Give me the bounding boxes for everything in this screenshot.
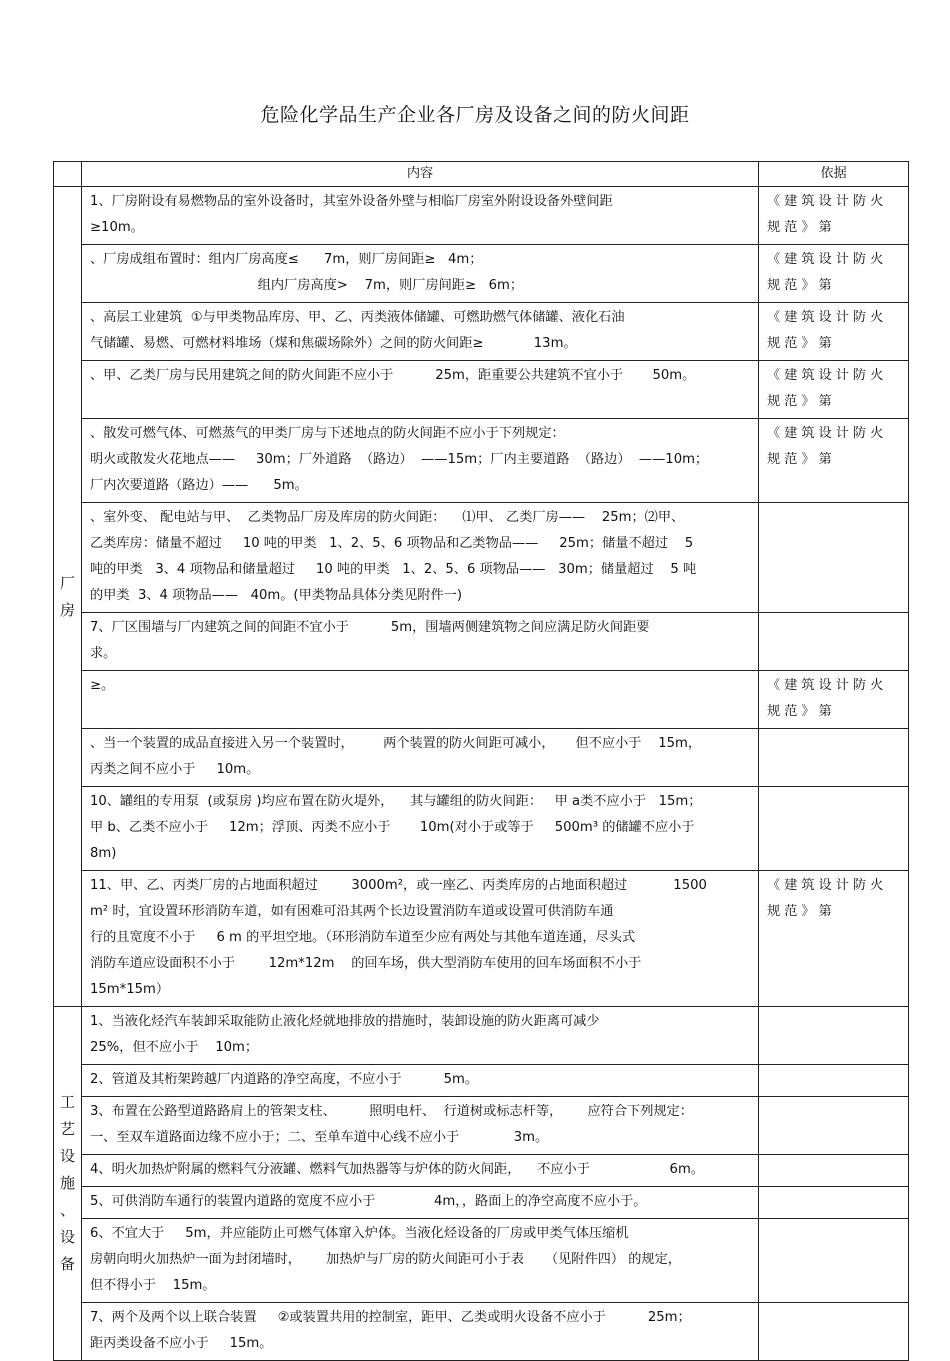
table-row xyxy=(54,671,909,729)
content-cell xyxy=(82,1097,759,1155)
content-line: ≥。 xyxy=(90,678,115,693)
spacing-table xyxy=(53,161,909,1361)
header-content: 内容 xyxy=(82,162,759,187)
basis-line: 《建筑设计防火 xyxy=(767,368,888,383)
table-row xyxy=(54,613,909,671)
table-row xyxy=(54,245,909,303)
content-cell xyxy=(82,1007,759,1065)
table-row xyxy=(54,1187,909,1219)
table-row xyxy=(54,871,909,1007)
content-cell xyxy=(82,613,759,671)
basis-cell xyxy=(759,1303,909,1361)
basis-line: 《建筑设计防火 xyxy=(767,878,888,893)
basis-cell xyxy=(759,1219,909,1303)
content-line: 10、罐组的专用泵 (或泵房 )均应布置在防火堤外， 其与罐组的防火间距： 甲 a类不应小于 15m； xyxy=(90,794,702,809)
content-line: m² 时，宜设置环形消防车道，如有困难可沿其两个长边设置消防车道或设置可供消防车通 xyxy=(90,904,614,919)
category-label: 厂 房 xyxy=(59,573,75,619)
content-line: 、高层工业建筑 ①与甲类物品库房、甲、乙、丙类液体储罐、可燃助燃气体储罐、液化石油 xyxy=(90,310,625,325)
basis-line: 规范》第 xyxy=(767,904,836,919)
content-cell xyxy=(82,187,759,245)
content-line: 求。 xyxy=(90,646,117,661)
content-line: 11、甲、乙、丙类厂房的占地面积超过 3000m²，或一座乙、丙类库房的占地面积超过 1500 xyxy=(90,878,707,893)
table-row xyxy=(54,1155,909,1187)
content-line: 1、当液化烃汽车装卸采取能防止液化烃就地排放的措施时，装卸设施的防火距离可减少 xyxy=(90,1014,600,1029)
content-line: 吨的甲类 3、4 项物品和储量超过 10 吨的甲类 1、2、5、6 项物品—— 30m；储量超过 5 吨 xyxy=(90,562,697,577)
category-label: 工 艺 设 施 、 设 备 xyxy=(59,1093,75,1273)
content-line: 消防车道应设面积不小于 12m*12m 的回车场，供大型消防车使用的回车场面积不小于 xyxy=(90,956,642,971)
content-line: 的甲类 3、4 项物品—— 40m。(甲类物品具体分类见附件一) xyxy=(90,588,462,603)
basis-cell xyxy=(759,671,909,729)
content-line: 乙类库房：储量不超过 10 吨的甲类 1、2、5、6 项物品和乙类物品—— 25m；储量不超过 5 xyxy=(90,536,694,551)
content-cell xyxy=(82,503,759,613)
header-blank-cell xyxy=(54,162,82,187)
content-cell xyxy=(82,245,759,303)
content-line: 距丙类设备不应小于 15m。 xyxy=(90,1336,273,1351)
table-row xyxy=(54,187,909,245)
basis-line: 规范》第 xyxy=(767,220,836,235)
content-line: 6、不宜大于 5m，并应能防止可燃气体窜入炉体。当液化烃设备的厂房或甲类气体压缩机 xyxy=(90,1226,629,1241)
content-cell xyxy=(82,1187,759,1219)
content-line: 、散发可燃气体、可燃蒸气的甲类厂房与下述地点的防火间距不应小于下列规定： xyxy=(90,426,565,441)
content-line: 1、厂房附设有易燃物品的室外设备时，其室外设备外壁与相临厂房室外附设设备外壁间距 xyxy=(90,194,613,209)
content-line: 、厂房成组布置时：组内厂房高度≤ 7m，则厂房间距≥ 4m； xyxy=(90,252,483,267)
category-cell-equipment xyxy=(54,1007,82,1361)
table-row xyxy=(54,1303,909,1361)
content-line: 甲 b、乙类不应小于 12m；浮顶、丙类不应小于 10m(对小于或等于 500m³ 的储罐不应小于 xyxy=(90,820,695,835)
content-cell xyxy=(82,303,759,361)
content-line: 但不得小于 15m。 xyxy=(90,1278,216,1293)
basis-cell xyxy=(759,1007,909,1065)
content-cell xyxy=(82,361,759,419)
content-line: 5、可供消防车通行的装置内道路的宽度不应小于 4m，，路面上的净空高度不应小于。 xyxy=(90,1194,647,1209)
content-line: 8m) xyxy=(90,846,117,861)
content-line: 、室外变、 配电站与甲、 乙类物品厂房及库房的防火间距： ⑴甲、 乙类厂房—— 25m；⑵甲、 xyxy=(90,510,685,525)
basis-cell xyxy=(759,1097,909,1155)
basis-cell xyxy=(759,303,909,361)
content-line: 一、至双车道路面边缘不应小于；二、至单车道中心线不应小于 3m。 xyxy=(90,1130,549,1145)
content-cell xyxy=(82,671,759,729)
basis-cell xyxy=(759,187,909,245)
category-cell-plant xyxy=(54,187,82,1007)
content-cell xyxy=(82,787,759,871)
basis-cell xyxy=(759,419,909,503)
content-line: 、甲、乙类厂房与民用建筑之间的防火间距不应小于 25m，距重要公共建筑不宜小于 50m。 xyxy=(90,368,696,383)
content-cell xyxy=(82,1155,759,1187)
content-cell xyxy=(82,729,759,787)
table-row xyxy=(54,729,909,787)
content-line: 厂内次要道路（路边）—— 5m。 xyxy=(90,478,308,493)
basis-cell xyxy=(759,503,909,613)
content-line: 、当一个装置的成品直接进入另一个装置时， 两个装置的防火间距可减小， 但不应小于 15m， xyxy=(90,736,702,751)
basis-line: 规范》第 xyxy=(767,336,836,351)
basis-line: 规范》第 xyxy=(767,278,836,293)
table-row xyxy=(54,1065,909,1097)
basis-cell xyxy=(759,1187,909,1219)
content-line: 7、厂区围墙与厂内建筑之间的间距不宜小于 5m，围墙两侧建筑物之间应满足防火间距要 xyxy=(90,620,650,635)
table-row xyxy=(54,787,909,871)
content-cell xyxy=(82,1219,759,1303)
content-line: 4、明火加热炉附属的燃料气分液罐、燃料气加热器等与炉体的防火间距， 不应小于 6m。 xyxy=(90,1162,704,1177)
basis-line: 《建筑设计防火 xyxy=(767,678,888,693)
content-cell xyxy=(82,1303,759,1361)
basis-cell xyxy=(759,613,909,671)
content-cell xyxy=(82,871,759,1007)
basis-cell xyxy=(759,1065,909,1097)
table-row xyxy=(54,303,909,361)
basis-line: 《建筑设计防火 xyxy=(767,252,888,267)
content-line: 组内厂房高度> 7m，则厂房间距≥ 6m； xyxy=(90,278,524,293)
table-row xyxy=(54,1097,909,1155)
basis-line: 《建筑设计防火 xyxy=(767,426,888,441)
table-row xyxy=(54,1007,909,1065)
table-row xyxy=(54,503,909,613)
content-cell xyxy=(82,1065,759,1097)
table-header-row xyxy=(54,162,909,187)
content-line: 明火或散发火花地点—— 30m；厂外道路 （路边） ——15m；厂内主要道路 （路边） ——10m； xyxy=(90,452,709,467)
content-line: 丙类之间不应小于 10m。 xyxy=(90,762,260,777)
basis-cell xyxy=(759,729,909,787)
content-line: 行的且宽度不小于 6 m 的平坦空地。（环形消防车道至少应有两处与其他车道连通，尽头式 xyxy=(90,930,636,945)
page-title: 危险化学品生产企业各厂房及设备之间的防火间距 xyxy=(260,104,690,126)
basis-line: 规范》第 xyxy=(767,704,836,719)
table-row xyxy=(54,361,909,419)
content-line: 7、两个及两个以上联合装置 ②或装置共用的控制室，距甲、乙类或明火设备不应小于 25m； xyxy=(90,1310,691,1325)
header-basis: 依据 xyxy=(759,162,909,187)
basis-line: 规范》第 xyxy=(767,452,836,467)
content-line: 25%，但不应小于 10m； xyxy=(90,1040,259,1055)
content-line: 房朝向明火加热炉一面为封闭墙时， 加热炉与厂房的防火间距可小于表 （见附件四） 的规定， xyxy=(90,1252,681,1267)
content-line: ≥10m。 xyxy=(90,220,144,235)
content-line: 15m*15m） xyxy=(90,982,170,997)
content-cell xyxy=(82,419,759,503)
basis-line: 《建筑设计防火 xyxy=(767,310,888,325)
basis-cell xyxy=(759,871,909,1007)
basis-line: 《建筑设计防火 xyxy=(767,194,888,209)
basis-cell xyxy=(759,1155,909,1187)
content-line: 2、管道及其桁架跨越厂内道路的净空高度，不应小于 5m。 xyxy=(90,1072,479,1087)
content-line: 气储罐、易燃、可燃材料堆场（煤和焦碳场除外）之间的防火间距≥ 13m。 xyxy=(90,336,577,351)
basis-cell xyxy=(759,245,909,303)
basis-line: 规范》第 xyxy=(767,394,836,409)
table-row xyxy=(54,419,909,503)
basis-cell xyxy=(759,361,909,419)
content-line: 3、布置在公路型道路路肩上的管架支柱、 照明电杆、 行道树或标志杆等， 应符合下列规定： xyxy=(90,1104,693,1119)
table-row xyxy=(54,1219,909,1303)
basis-cell xyxy=(759,787,909,871)
